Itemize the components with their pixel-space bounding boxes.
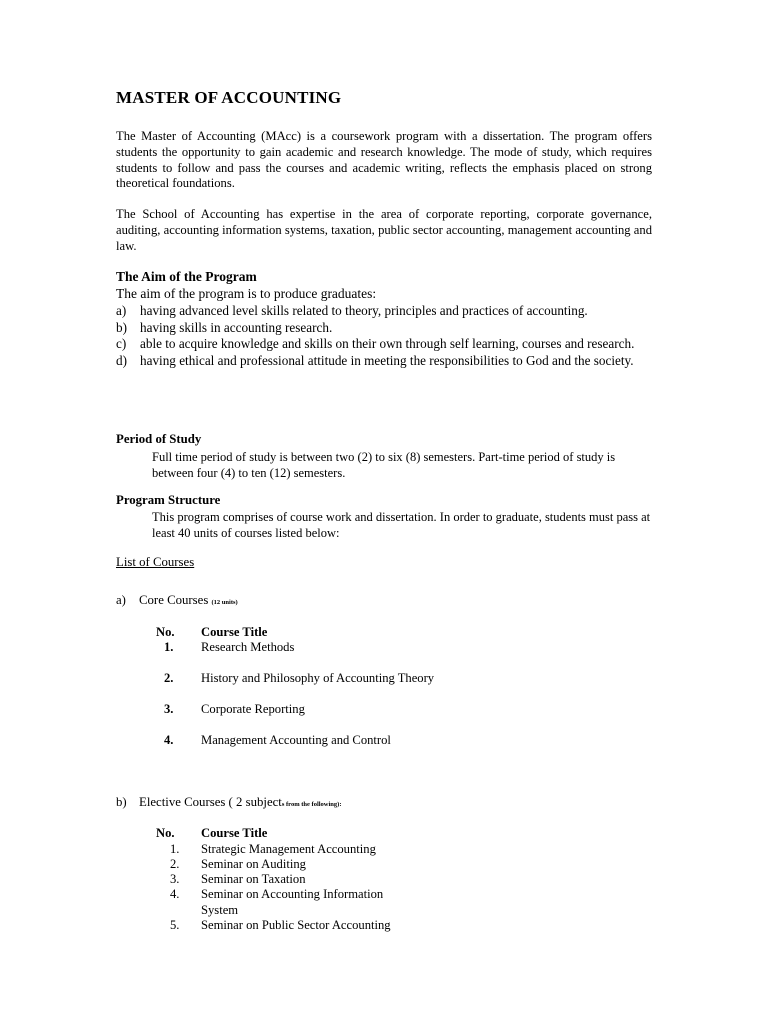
elective-row-no: 3. <box>170 872 180 886</box>
elective-row-title: Seminar on Public Sector Accounting <box>201 918 391 932</box>
aim-item-text: able to acquire knowledge and skills on their own through self learning, courses and research. <box>140 336 635 351</box>
aim-item <box>116 336 656 353</box>
elective-row-title: Seminar on Taxation <box>201 872 306 886</box>
core-row-title: Research Methods <box>201 640 295 654</box>
aim-item-label: a) <box>116 303 127 318</box>
core-section-label: a) <box>116 593 126 607</box>
aim-list <box>116 303 656 369</box>
aim-item <box>116 303 656 320</box>
elective-row-no: 4. <box>170 887 180 901</box>
elective-row-title: Seminar on Accounting Information System <box>201 887 384 917</box>
elective-row-no: 2. <box>170 857 180 871</box>
school-paragraph: The School of Accounting has expertise in the area of corporate reporting, corporate governance, auditing, accounting information systems, taxation, public sector accounting, management accounting and law. <box>116 207 652 253</box>
core-row-title: Management Accounting and Control <box>201 733 391 747</box>
core-row-no: 2. <box>164 671 174 685</box>
aim-item-text: having skills in accounting research. <box>140 319 333 335</box>
list-of-courses-link[interactable]: List of Courses <box>116 555 195 569</box>
core-row-no: 3. <box>164 702 174 716</box>
elective-section-note: s from the following): <box>281 801 342 808</box>
aim-item-label: b) <box>116 319 127 335</box>
core-row-title: History and Philosophy of Accounting Theory <box>201 671 435 685</box>
aim-intro: The aim of the program is to produce graduates: <box>116 286 377 301</box>
elective-row-title: Strategic Management Accounting <box>201 842 376 856</box>
core-row-no: 1. <box>164 640 174 654</box>
core-courses-heading <box>116 593 238 608</box>
period-heading: Period of Study <box>116 432 202 446</box>
elective-row-no: 1. <box>170 842 180 856</box>
elective-courses-heading <box>116 795 342 810</box>
elective-row-no: 5. <box>170 918 180 932</box>
core-col-title: Course Title <box>201 625 268 639</box>
core-row-no: 4. <box>164 733 174 747</box>
aim-item-text: having advanced level skills related to theory, principles and practices of accounting. <box>140 303 588 318</box>
aim-item-text: having ethical and professional attitude in meeting the responsibilities to God and the society. <box>140 352 634 368</box>
elective-col-title: Course Title <box>201 826 268 840</box>
core-section-note: (12 units) <box>211 599 238 606</box>
intro-paragraph: The Master of Accounting (MAcc) is a coursework program with a dissertation. The program offers students the opportunity to gain academic and research knowledge. The mode of study, which requires students to follow and pass the courses and academic writing, reflects the emphasis placed on strong theoretical foundations. <box>116 129 652 191</box>
period-text: Full time period of study is between two (2) to six (8) semesters. Part-time period of study is between four (4) to ten (12) semesters. <box>152 450 616 480</box>
core-row-title: Corporate Reporting <box>201 702 305 716</box>
structure-text: This program comprises of course work and dissertation. In order to graduate, students must pass at least 40 units of courses listed below: <box>152 510 651 540</box>
elective-section-label: b) <box>116 795 127 809</box>
structure-heading: Program Structure <box>116 493 221 507</box>
aim-item <box>116 353 656 370</box>
aim-item <box>116 320 656 337</box>
aim-item-label: c) <box>116 336 127 351</box>
aim-item-label: d) <box>116 352 127 368</box>
core-section-title: Core Courses <box>139 593 209 607</box>
elective-col-no: No. <box>156 826 175 840</box>
page-title: MASTER OF ACCOUNTING <box>116 88 342 107</box>
aim-heading: The Aim of the Program <box>116 269 257 284</box>
elective-section-title: Elective Courses ( 2 subject <box>139 795 282 809</box>
core-col-no: No. <box>156 625 175 639</box>
elective-row-title: Seminar on Auditing <box>201 857 306 871</box>
